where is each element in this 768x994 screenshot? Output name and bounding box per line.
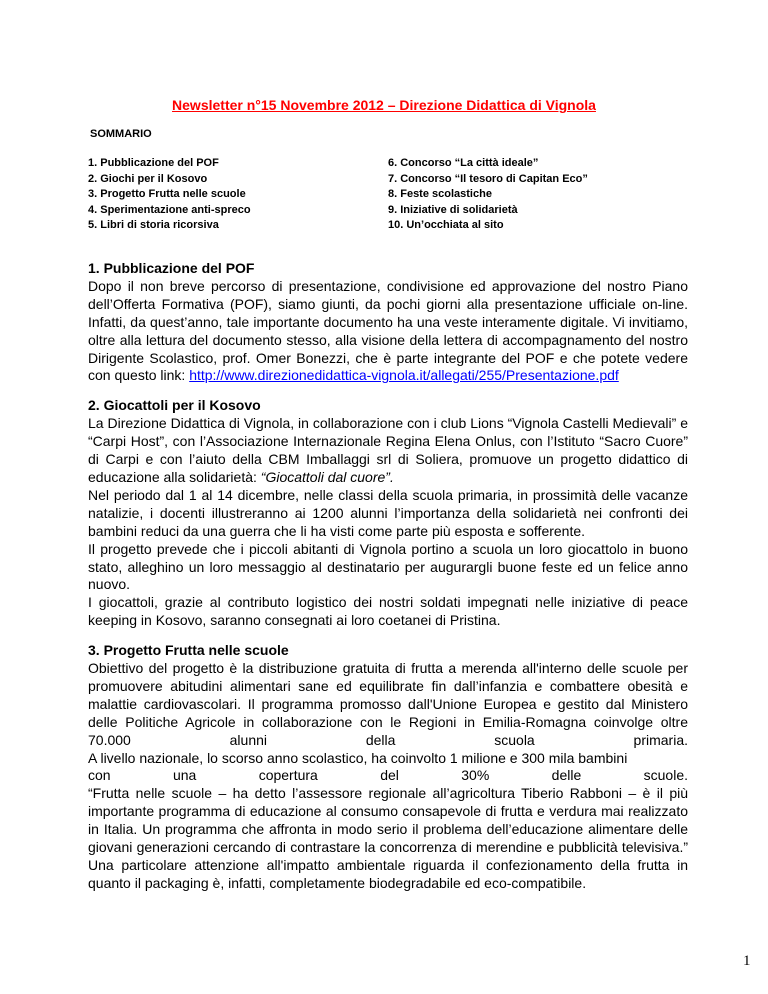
paragraph-text: Dopo il non breve percorso di presentazione, condivisione ed approvazione del nostro Piano dell’Offerta Formativa (POF), siamo giunti, da pochi giorni alla presentazione ufficiale on-line. Infatti, da quest’anno, tale importante documento ha una veste interamente digitale. Vi invitiamo, oltre alla lettura del documento stesso, alla visione della lettera di accompagnamento del nostro Dirigente Scolastico, prof. Omer Bonezzi, che è parte integrante del POF e che potete vedere con questo link: (88, 277, 688, 384)
newsletter-title: Newsletter n°15 Novembre 2012 – Direzione Didattica di Vignola (172, 97, 596, 113)
section-paragraph: con una copertura del 30% delle scuole. (88, 767, 688, 784)
document-body (88, 260, 688, 905)
toc-item: 8. Feste scolastiche (388, 188, 492, 201)
section-frutta (88, 642, 688, 893)
section-paragraph (88, 278, 688, 385)
section-paragraph: Il progetto prevede che i piccoli abitanti di Vignola portino a scuola un loro giocattolo in buono stato, alleghino un loro messaggio al destinatario per augurargli buone feste ed un felice anno nuovo. (88, 540, 688, 593)
section-paragraph: I giocattoli, grazie al contributo logistico dei nostri soldati impegnati nelle iniziative di peace keeping in Kosovo, saranno consegnati ai loro coetanei di Pristina. (88, 594, 688, 629)
toc-item: 7. Concorso “Il tesoro di Capitan Eco” (388, 172, 588, 185)
paragraph-text: La Direzione Didattica di Vignola, in collaborazione con i club Lions “Vignola Castelli Medievali” e “Carpi Host”, con l’Associazione Internazionale Regina Elena Onlus, con l’Istituto “Sacro Cuore” di Carpi e con l’aiuto della CBM Imballaggi srl di Soliera, promuove un progetto didattico di educazione alla solidarietà: (88, 415, 688, 485)
section-paragraph: Nel periodo dal 1 al 14 dicembre, nelle classi della scuola primaria, in prossimità delle vacanze natalizie, i docenti illustreranno ai 1200 alunni l’importanza della solidarietà nei confronti dei bambini reduci da una guerra che li ha visti come parte più esposta e sofferente. (88, 486, 688, 539)
section-paragraph: Obiettivo del progetto è la distribuzione gratuita di frutta a merenda all'interno delle scuole per promuovere abitudini alimentari sane ed equilibrate fin dall’infanzia e combattere obesità e malattie cardiovascolari. Il programma promosso dall'Unione Europea e gestito dal Ministero delle Politiche Agricole in collaborazione con le Regioni in Emilia-Romagna coinvolge oltre 70.000 alunni della scuola primaria. (88, 660, 688, 748)
toc-item: 10. Un’occhiata al sito (388, 219, 504, 232)
section-pof (88, 260, 688, 385)
toc-item: 4. Sperimentazione anti-spreco (88, 203, 251, 216)
section-paragraph: “Frutta nelle scuole – ha detto l’assessore regionale all’agricoltura Tiberio Rabboni – è il più importante programma di educazione al consumo consapevole di frutta e verdura mai realizzato in Italia. Un programma che affronta in modo serio il problema dell’educazione alimentare delle giovani generazioni cercando di contrastare la concorrenza di merendine e pubblicità televisiva.” Una particolare attenzione all'impatto ambientale riguarda il confezionamento della frutta in quanto il packaging è, infatti, completamente biodegradabile ed eco-compatibile. (88, 785, 688, 891)
section-paragraph (88, 415, 688, 487)
toc-item: 3. Progetto Frutta nelle scuole (88, 188, 246, 201)
section-kosovo (88, 397, 688, 630)
toc-item: 5. Libri di storia ricorsiva (88, 219, 219, 232)
pof-presentation-link[interactable]: http://www.direzionedidattica-vignola.it/allegati/255/Presentazione.pdf (189, 367, 619, 384)
toc-item: 2. Giochi per il Kosovo (88, 172, 208, 185)
toc-item: 1. Pubblicazione del POF (88, 157, 219, 169)
page-number: 1 (743, 953, 751, 969)
toc-left-column (88, 156, 251, 234)
section-heading: 2. Giocattoli per il Kosovo (88, 397, 261, 414)
toc-right-column (388, 156, 588, 234)
toc-item: 9. Iniziative di solidarietà (388, 203, 518, 216)
project-name: “Giocattoli dal cuore”. (260, 468, 394, 485)
section-heading: 3. Progetto Frutta nelle scuole (88, 642, 289, 659)
section-heading: 1. Pubblicazione del POF (88, 260, 255, 276)
toc-item: 6. Concorso “La città ideale” (388, 157, 539, 169)
summary-heading: SOMMARIO (90, 128, 152, 140)
section-paragraph: A livello nazionale, lo scorso anno scolastico, ha coinvolto 1 milione e 300 mila bambini (88, 749, 628, 766)
